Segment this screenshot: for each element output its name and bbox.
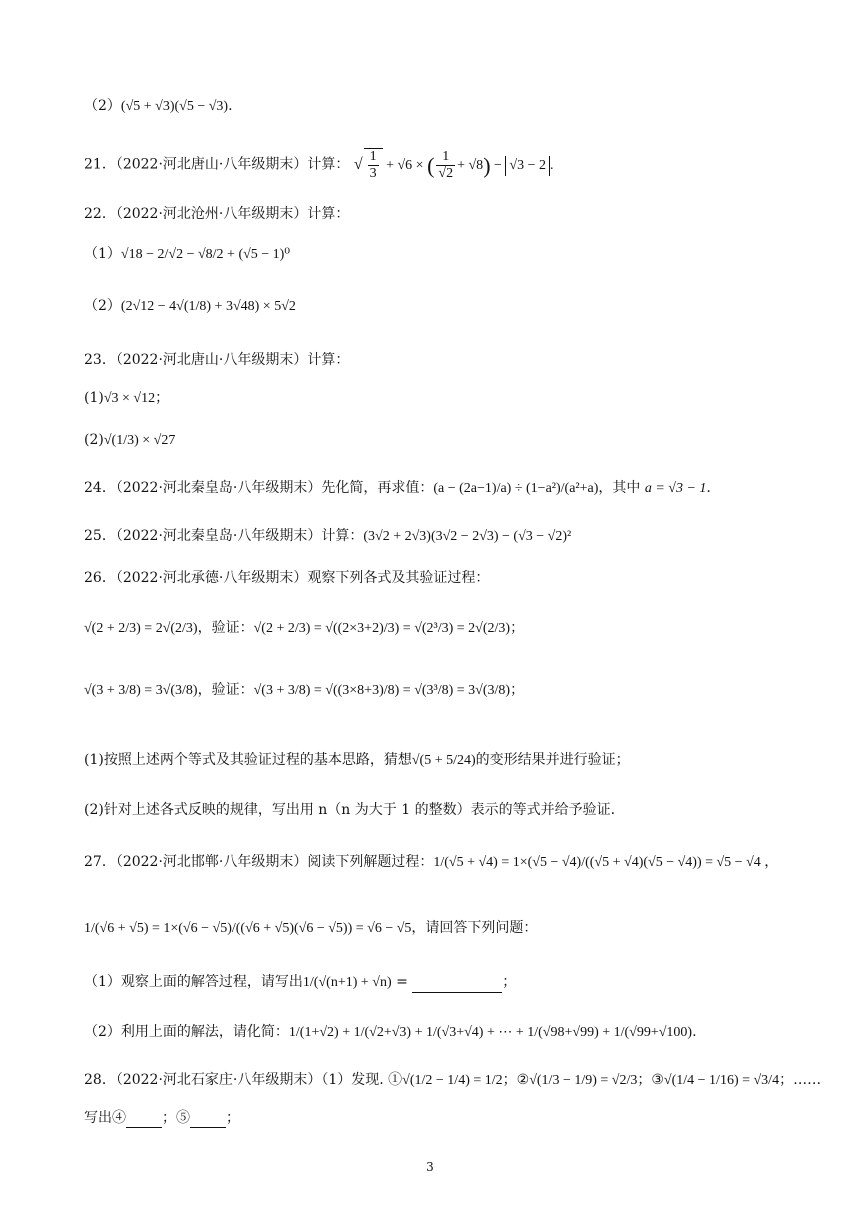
q26-eq1-verification: √(2 + 2/3) = √((2×3+2)/3) = √(2³/3) = 2√(2/3)； (253, 621, 525, 636)
q24-source: （2022·河北秦皇岛·八年级期末） (115, 480, 322, 496)
q23 (84, 350, 349, 370)
q28-separator: ；⑤ (162, 1110, 190, 1126)
q25 (84, 526, 571, 547)
q28-circle-3: ③ (651, 1072, 664, 1088)
q27-example2 (84, 918, 537, 939)
q26-eq2-expr: √(3 + 3/8) = 3√(3/8) (84, 683, 198, 698)
q24-condition: a = √3 − 1 (644, 481, 707, 496)
q28-number: 28． (84, 1072, 116, 1088)
q27-part1-expr: 1/(√(n+1) + √n) (302, 975, 392, 990)
q23-part1 (84, 388, 169, 409)
q25-number: 25． (84, 528, 116, 544)
q24-task: 先化简，再求值： (321, 480, 434, 496)
q24-expr: (a − (2a−1)/a) ÷ (1−a²)/(a²+a) (433, 481, 599, 496)
q27-part1-text: （1）观察上面的解答过程，请写出 (84, 974, 303, 990)
q27-part1-equals: = (396, 974, 408, 990)
q28-eq-3: √(1/4 − 1/16) = √3/4； (663, 1073, 794, 1088)
q24-cond-prefix: ，其中 (598, 480, 645, 496)
q26-eq1-expr: √(2 + 2/3) = 2√(2/3) (84, 621, 198, 636)
q27-part1 (84, 972, 516, 993)
q28-circle-2: ② (516, 1072, 530, 1088)
q27-task: 阅读下列解题过程： (307, 854, 434, 870)
q27-part2 (84, 1022, 697, 1043)
q27-part1-end: ； (502, 974, 517, 990)
q22-part2-label: （2） (84, 298, 121, 314)
q23-part1-expr: √3 × √12； (103, 391, 170, 406)
q28-ellipsis: …… (793, 1072, 822, 1088)
q22 (84, 204, 349, 224)
q24-end: . (706, 480, 711, 496)
q26-eq1 (84, 618, 524, 639)
q26-part1-expr: √(5 + 5/24) (411, 753, 476, 768)
q25-task: 计算： (321, 528, 364, 544)
q24 (84, 478, 711, 499)
q26-eq2-verification: √(3 + 3/8) = √((3×8+3)/8) = √(3³/8) = 3√(3/8)； (253, 683, 525, 698)
q26-task: 观察下列各式及其验证过程： (307, 570, 490, 586)
q22-part1 (84, 244, 290, 265)
q28-write (84, 1108, 240, 1128)
q22-part1-expr: √18 − 2/√2 − √8/2 + (√5 − 1)⁰ (120, 247, 290, 262)
q23-part2-label: (2) (84, 432, 104, 448)
q28-write-label: 写出④ (84, 1110, 126, 1126)
q20-part2-label: （2） (84, 98, 121, 114)
q27-part2-expr: 1/(1+√2) + 1/(√2+√3) + 1/(√3+√4) + ⋯ + 1/(√98+√99) + 1/(√99+√100) (288, 1025, 693, 1040)
q20-part2-expr: (√5 + √3)(√5 − √3) (120, 99, 229, 114)
q27-source: （2022·河北邯郸·八年级期末） (115, 854, 308, 870)
q24-number: 24． (84, 480, 116, 496)
q26 (84, 568, 489, 588)
q23-part1-label: (1) (84, 390, 104, 406)
q28-source: （2022·河北石家庄·八年级期末） (115, 1072, 322, 1088)
q26-part2 (84, 800, 615, 820)
q26-number: 26． (84, 570, 116, 586)
q26-eq2 (84, 680, 524, 701)
q28-task: （1）发现. (321, 1072, 384, 1088)
answer-blank[interactable] (412, 978, 502, 993)
q27-example-2-end: ，请回答下列问题： (411, 920, 538, 936)
q28-circle-1: ① (388, 1072, 403, 1088)
q20-part2 (84, 96, 233, 117)
q22-part1-label: （1） (84, 246, 121, 262)
q21-expression: √ $\frac{1}{3}$ + √6 × ( $\frac{1}{√2}$ + √8) − √3 − 2 . (353, 149, 554, 181)
q26-verify-label-2: ，验证： (197, 682, 254, 698)
q23-number: 23． (84, 352, 116, 368)
q26-verify-label: ，验证： (197, 620, 254, 636)
q22-source: （2022·河北沧州·八年级期末） (115, 206, 308, 222)
q26-part1-text: (1)按照上述两个等式及其验证过程的基本思路，猜想 (84, 752, 412, 768)
q21 (84, 148, 554, 182)
answer-blank-4[interactable] (126, 1113, 162, 1128)
q21-number: 21． (84, 156, 116, 173)
q23-part2-expr: √(1/3) × √27 (103, 433, 176, 448)
q22-task: 计算： (307, 206, 350, 222)
page-number: 3 (426, 1160, 434, 1174)
q23-source: （2022·河北唐山·八年级期末） (115, 352, 308, 368)
q27 (84, 852, 778, 873)
q22-number: 22． (84, 206, 116, 222)
q27-part2-text: （2）利用上面的解法，请化简： (84, 1024, 289, 1040)
q26-part1 (84, 750, 630, 771)
q20-end: . (228, 98, 233, 114)
q28-write-end: ； (226, 1110, 240, 1126)
q26-source: （2022·河北承德·八年级期末） (115, 570, 308, 586)
q27-number: 27． (84, 854, 116, 870)
q23-task: 计算： (307, 352, 350, 368)
q26-part1-text-end: 的变形结果并进行验证； (475, 752, 630, 768)
q28-eq-2: √(1/3 − 1/9) = √2/3； (529, 1073, 652, 1088)
q21-task: 计算： (307, 156, 350, 173)
q27-example-2: 1/(√6 + √5) = 1×(√6 − √5)/((√6 + √5)(√6 − √5)) = √6 − √5 (84, 921, 412, 936)
q23-part2 (84, 430, 175, 451)
q27-example-1: 1/(√5 + √4) = 1×(√5 − √4)/((√5 + √4)(√5 − √4)) = √5 − √4 ， (433, 855, 779, 870)
q26-part2-text: (2)针对上述各式反映的规律，写出用 n（n 为大于 1 的整数）表示的等式并给予验证. (84, 802, 616, 818)
q22-part2 (84, 296, 296, 317)
q28-eq-1: √(1/2 − 1/4) = 1/2； (402, 1073, 517, 1088)
q25-source: （2022·河北秦皇岛·八年级期末） (115, 528, 322, 544)
q22-part2-expr: (2√12 − 4√(1/8) + 3√48) × 5√2 (120, 299, 296, 314)
answer-blank-5[interactable] (190, 1113, 226, 1128)
q27-part2-end: . (692, 1024, 697, 1040)
q21-source: （2022·河北唐山·八年级期末） (115, 156, 308, 173)
q28 (84, 1070, 821, 1091)
q25-expr: (3√2 + 2√3)(3√2 − 2√3) − (√3 − √2)² (363, 529, 572, 544)
